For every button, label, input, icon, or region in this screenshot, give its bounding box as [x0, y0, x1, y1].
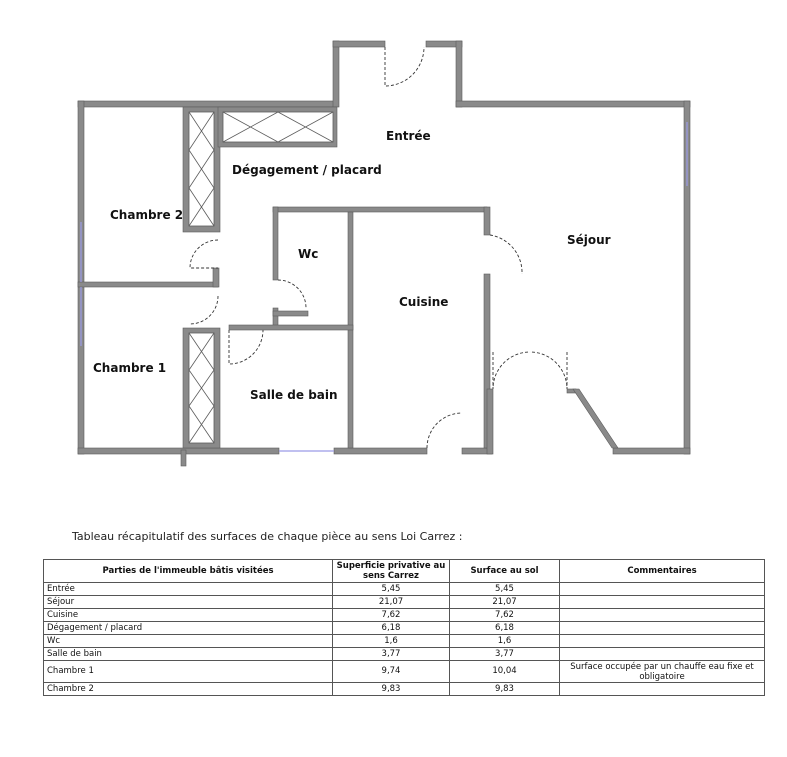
- row-comment: [560, 635, 765, 648]
- table-header-row: [44, 560, 765, 583]
- header-carrez: Superficie privative au sens Carrez: [333, 560, 450, 583]
- table-row: [44, 583, 765, 596]
- table-caption: Tableau récapitulatif des surfaces de chaque pièce au sens Loi Carrez :: [72, 530, 463, 543]
- room-label-chambre1: Chambre 1: [93, 361, 167, 375]
- surfaces-table: [43, 559, 765, 696]
- angled-wall: [573, 389, 618, 448]
- row-name: Séjour: [44, 596, 333, 609]
- row-comment: Surface occupée par un chauffe eau fixe et obligatoire: [560, 661, 765, 683]
- row-sol: 10,04: [450, 661, 560, 683]
- row-carrez: 9,74: [333, 661, 450, 683]
- row-carrez: 7,62: [333, 609, 450, 622]
- room-label-sejour: Séjour: [567, 233, 611, 247]
- row-sol: 5,45: [450, 583, 560, 596]
- table-row: [44, 622, 765, 635]
- row-sol: 3,77: [450, 648, 560, 661]
- row-sol: 7,62: [450, 609, 560, 622]
- row-name: Dégagement / placard: [44, 622, 333, 635]
- row-carrez: 1,6: [333, 635, 450, 648]
- row-comment: [560, 583, 765, 596]
- table-row: [44, 683, 765, 696]
- header-sol: Surface au sol: [450, 560, 560, 583]
- room-label-wc: Wc: [298, 247, 319, 261]
- walls: [78, 41, 690, 454]
- row-sol: 6,18: [450, 622, 560, 635]
- header-parties: Parties de l'immeuble bâtis visitées: [44, 560, 333, 583]
- row-sol: 9,83: [450, 683, 560, 696]
- row-name: Chambre 2: [44, 683, 333, 696]
- table-row: [44, 648, 765, 661]
- row-carrez: 21,07: [333, 596, 450, 609]
- row-name: Entrée: [44, 583, 333, 596]
- row-name: Wc: [44, 635, 333, 648]
- row-comment: [560, 622, 765, 635]
- row-name: Cuisine: [44, 609, 333, 622]
- room-label-sdb: Salle de bain: [250, 388, 338, 402]
- row-sol: 1,6: [450, 635, 560, 648]
- table-row: [44, 635, 765, 648]
- row-name: Chambre 1: [44, 661, 333, 683]
- row-comment: [560, 596, 765, 609]
- room-label-degagement: Dégagement / placard: [232, 163, 382, 177]
- room-label-entree: Entrée: [386, 129, 431, 143]
- row-carrez: 9,83: [333, 683, 450, 696]
- table-row: [44, 661, 765, 683]
- row-name: Salle de bain: [44, 648, 333, 661]
- row-comment: [560, 648, 765, 661]
- row-carrez: 6,18: [333, 622, 450, 635]
- row-carrez: 5,45: [333, 583, 450, 596]
- room-label-cuisine: Cuisine: [399, 295, 449, 309]
- row-comment: [560, 609, 765, 622]
- room-label-chambre2: Chambre 2: [110, 208, 184, 222]
- row-carrez: 3,77: [333, 648, 450, 661]
- table-row: [44, 609, 765, 622]
- header-commentaires: Commentaires: [560, 560, 765, 583]
- table-row: [44, 596, 765, 609]
- row-comment: [560, 683, 765, 696]
- row-sol: 21,07: [450, 596, 560, 609]
